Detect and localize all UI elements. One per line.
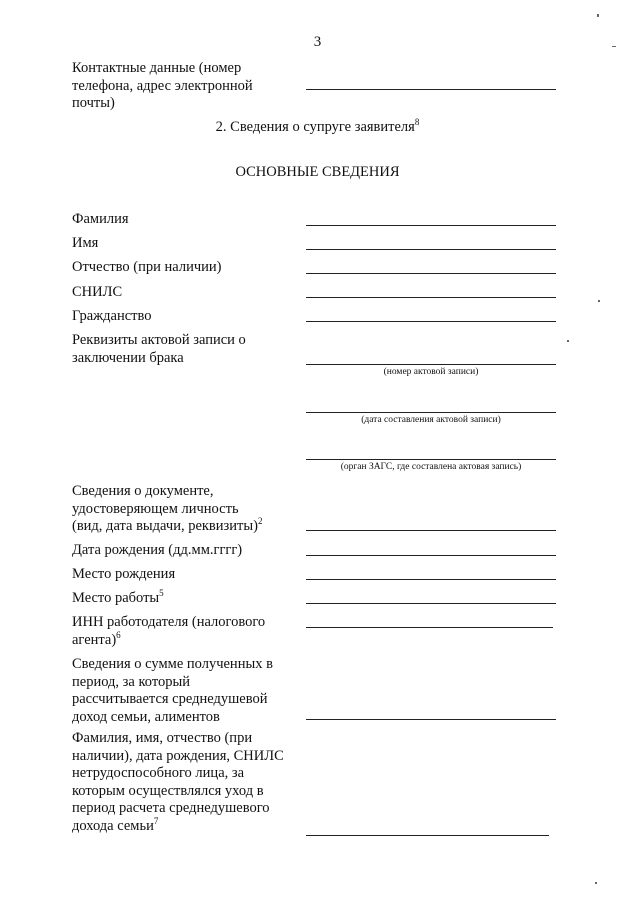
patronymic-label: Отчество (при наличии) — [72, 259, 222, 275]
record-date-line[interactable] — [306, 412, 556, 413]
workplace-footnote: 5 — [159, 588, 164, 599]
marriage-record-label: Реквизиты актовой записи о заключении брака — [72, 332, 246, 366]
registry-office-caption: (орган ЗАГС, где составлена актовая запись) — [340, 462, 522, 472]
scan-speck — [612, 46, 616, 47]
scan-speck — [595, 882, 597, 884]
workplace-text: Место работы — [72, 590, 160, 606]
identity-doc-footnote: 2 — [257, 516, 263, 527]
citizenship-line[interactable] — [306, 321, 556, 322]
record-date-caption: (дата составления актовой записи) — [361, 415, 501, 425]
citizenship-label: Гражданство — [72, 308, 152, 324]
employer-inn-label — [72, 614, 265, 649]
page-number: 3 — [313, 34, 322, 50]
snils-label: СНИЛС — [72, 284, 123, 300]
alimony-label: Сведения о сумме полученных в период, за который рассчитывается среднедушевой доход семьи, алиментов — [72, 656, 273, 725]
name-line[interactable] — [306, 249, 556, 250]
contact-details-line[interactable] — [306, 89, 556, 90]
identity-doc-text: Сведения о документе, удостоверяющем личность (вид, дата выдачи, реквизиты) — [72, 483, 258, 534]
record-number-line[interactable] — [306, 364, 556, 365]
section-title — [0, 119, 635, 136]
scan-speck — [598, 300, 600, 302]
contact-details-label: Контактные данные (номер телефона, адрес электронной почты) — [72, 60, 253, 111]
scan-speck — [567, 340, 569, 342]
record-number-caption: (номер актовой записи) — [383, 367, 479, 377]
birth-date-label: Дата рождения (дд.мм.гггг) — [72, 542, 243, 558]
registry-office-line[interactable] — [306, 459, 556, 460]
patronymic-line[interactable] — [306, 273, 556, 274]
subheading: ОСНОВНЫЕ СВЕДЕНИЯ — [235, 164, 400, 180]
identity-doc-line[interactable] — [306, 530, 556, 531]
scan-speck — [597, 14, 599, 17]
employer-inn-text: ИНН работодателя (налогового агента) — [72, 614, 266, 648]
disabled-care-footnote: 7 — [153, 815, 159, 826]
employer-inn-line[interactable] — [306, 627, 553, 628]
disabled-care-line[interactable] — [306, 835, 549, 836]
alimony-line[interactable] — [306, 719, 556, 720]
birth-date-line[interactable] — [306, 555, 556, 556]
disabled-care-label — [72, 730, 284, 835]
identity-doc-label — [72, 483, 262, 536]
section-title-footnote: 8 — [414, 117, 420, 128]
disabled-care-text: Фамилия, имя, отчество (при наличии), дата рождения, СНИЛС нетрудоспособного лица, за которым осуществлялся уход в период расчета среднедушевого дохода семьи — [72, 730, 284, 834]
snils-line[interactable] — [306, 297, 556, 298]
workplace-line[interactable] — [306, 603, 556, 604]
employer-inn-footnote: 6 — [116, 629, 121, 640]
birth-place-line[interactable] — [306, 579, 556, 580]
surname-line[interactable] — [306, 225, 556, 226]
birth-place-label: Место рождения — [72, 566, 176, 582]
workplace-label — [72, 590, 164, 608]
name-label: Имя — [72, 235, 99, 251]
surname-label: Фамилия — [72, 211, 129, 227]
section-title-text: 2. Сведения о супруге заявителя — [215, 119, 415, 135]
